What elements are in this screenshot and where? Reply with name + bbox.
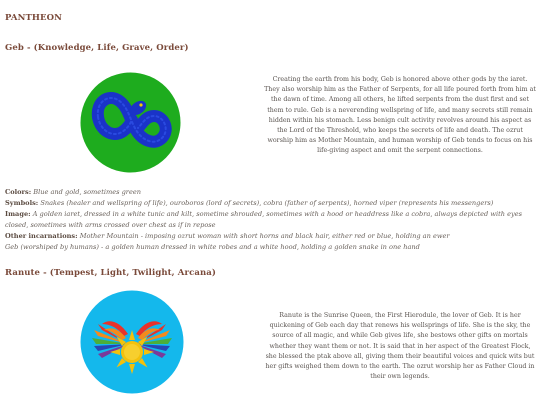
detail-image xyxy=(5,209,535,231)
geb-symbol-icon xyxy=(80,72,181,173)
detail-label: Other incarnations: xyxy=(5,231,78,240)
page-title: PANTHEON xyxy=(5,13,62,23)
ranute-description: Ranute is the Sunrise Queen, the First Hierodule, the lover of Geb. It is her quickening of Geb each day that renews his wellsprings of life. She is the sky, the source of all magic, and while Geb gives life, she bestows other gifts on mortals whether they want them or not. It is said that in her aspect of the Greatest Flock, she blessed the ptak above all, giving them their beautiful voices and quick wits but her gifts weighed them down to the earth. The ozrut worship her as Father Cloud in their own legends. xyxy=(265,312,535,381)
ranute-heading: Ranute - (Tempest, Light, Twilight, Arcana) xyxy=(5,268,216,278)
detail-value: Geb (worshiped by humans) - a golden human dressed in white robes and a white hood, holding a golden snake in one hand xyxy=(5,242,420,251)
detail-value: A golden iaret, dressed in a white tunic and kilt, sometime shrouded, sometimes with a hood or headdress like a cobra, always depicted with eyes closed, sometimes with arms crossed over chest as if in repose xyxy=(5,209,522,229)
geb-details xyxy=(5,187,535,252)
detail-label: Image: xyxy=(5,209,31,218)
detail-colors xyxy=(5,187,535,198)
detail-label: Symbols: xyxy=(5,198,39,207)
detail-value: Blue and gold, sometimes green xyxy=(33,188,142,196)
detail-symbols xyxy=(5,198,535,209)
geb-heading: Geb - (Knowledge, Life, Grave, Order) xyxy=(5,43,189,53)
ranute-symbol-icon xyxy=(80,290,184,394)
geb-description: Creating the earth from his body, Geb is honored above other gods by the iaret. They also worship him as the Father of Serpents, for all life poured forth from him at the dawn of time. Among all others, he lifted serpents from the dust first and set them to rule. Geb is a neverending wellspring of life, and many secrets still remain hidden within his stomach. Less benign cult activity revolves around his aspect as the Lord of the Threshold, who keeps the secrets of life and death. The ozrut worship him as Mother Mountain, and human worship of Geb tends to focus on his life-giving aspect and omit the serpent connections. xyxy=(264,76,536,155)
detail-human-incarnation xyxy=(5,242,535,253)
detail-label: Colors: xyxy=(5,188,32,196)
detail-value: Snakes (healer and wellspring of life), ouroboros (lord of secrets), cobra (father of serpents), horned viper (represents his messengers) xyxy=(40,198,494,207)
detail-value: Mother Mountain - imposing ozrut woman with short horns and black hair, either red or blue, holding an ewer xyxy=(79,231,450,240)
detail-other-incarnations xyxy=(5,231,535,242)
